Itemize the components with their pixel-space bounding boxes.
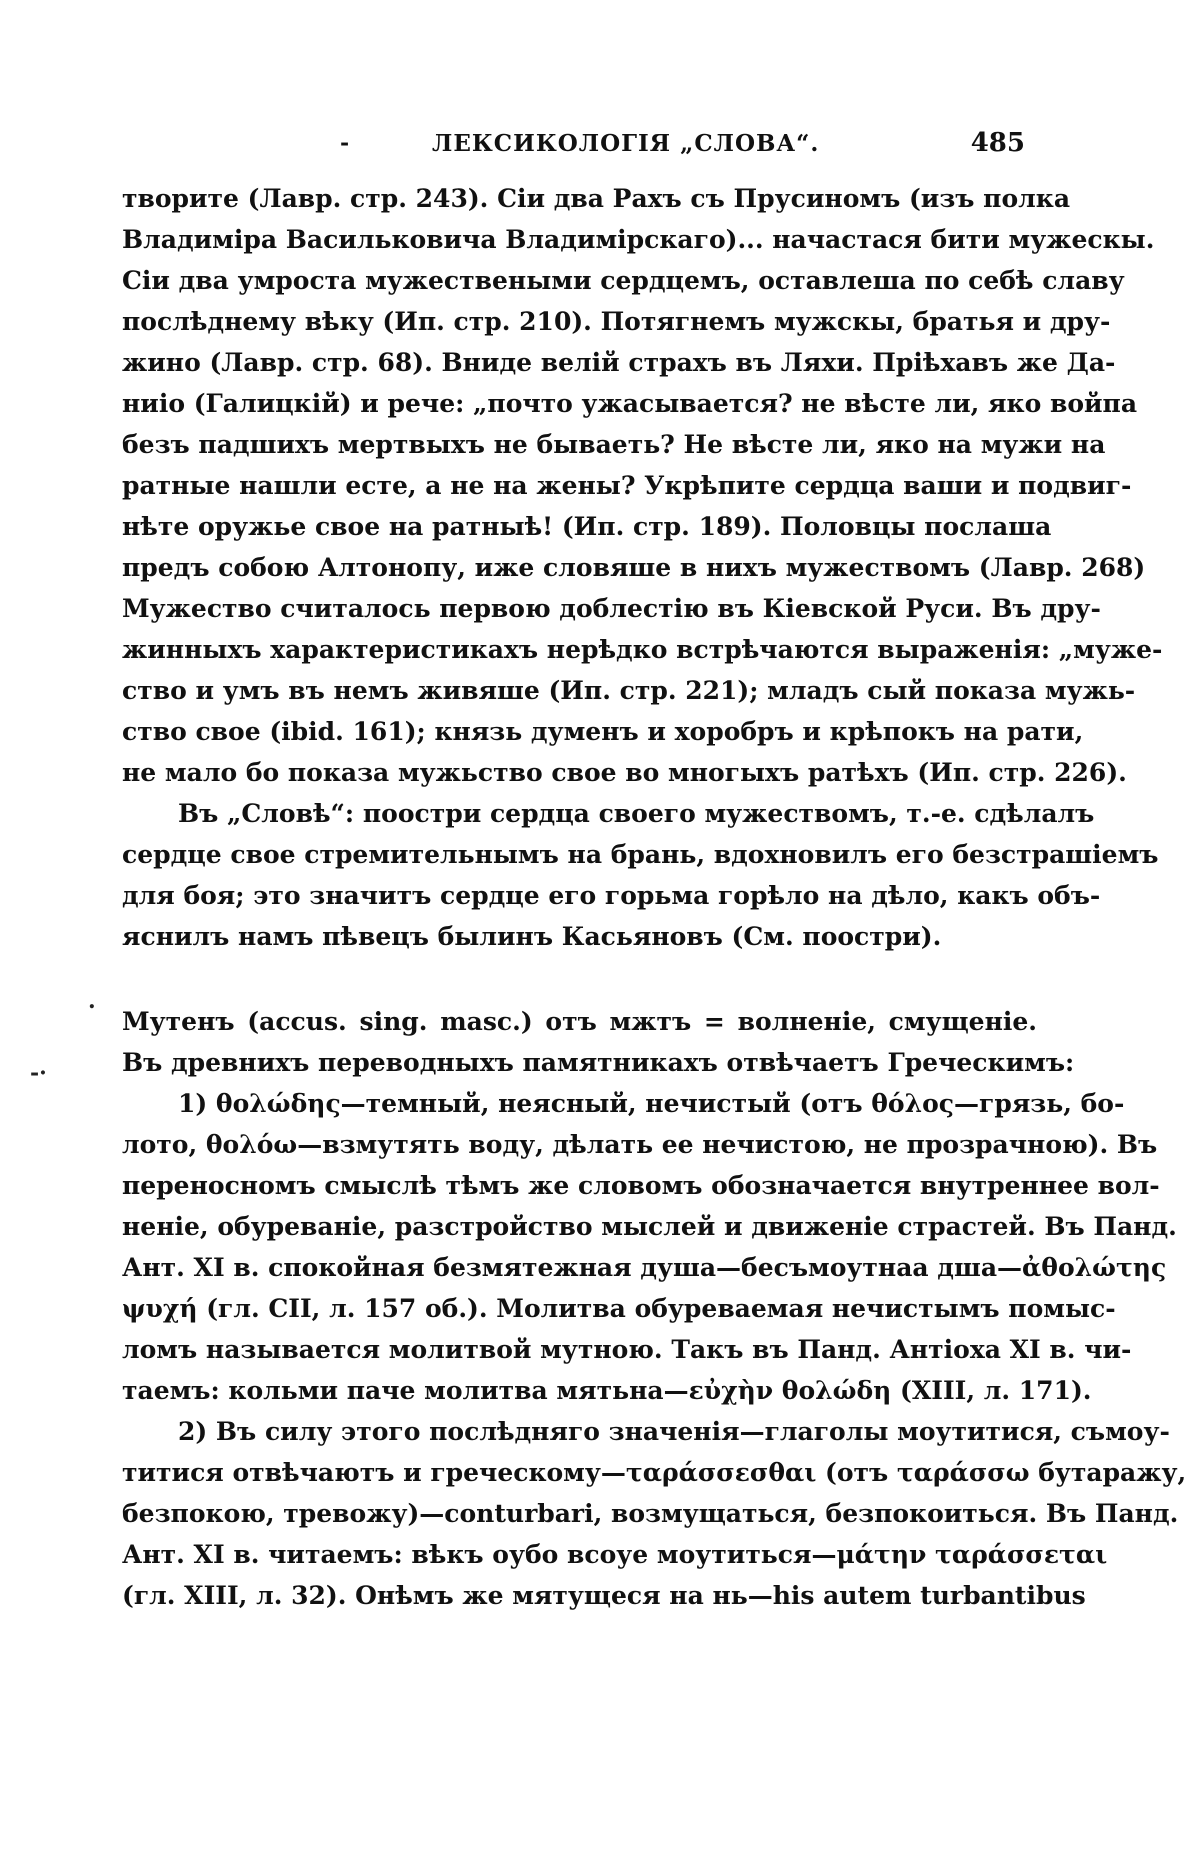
paragraph-courage-examples (122, 178, 1163, 793)
text-line: Сіи два умроста мужествеными сердцемъ, оставлеша по себѣ славу (122, 266, 1125, 295)
text-line: ψυχή (гл. CII, л. 157 об.). Молитва обуреваемая нечистымъ помыс- (122, 1294, 1116, 1323)
entry-heading-line: Мутенъ (accus. sing. masc.) отъ мжтъ = волненіе, смущеніе. (122, 1007, 1037, 1036)
text-line: лото, θολόω—взмутять воду, дѣлать ее нечистою, не прозрачною). Въ (122, 1130, 1158, 1159)
header-dash: - (340, 130, 350, 156)
text-line: жино (Лавр. стр. 68). Вниде велій страхъ въ Ляхи. Пріѣхавъ же Да- (122, 348, 1116, 377)
text-line: сердце свое стремительнымъ на брань, вдохновилъ его безстрашіемъ (122, 840, 1159, 869)
running-head: ЛЕКСИКОЛОГІЯ „СЛОВА“. (432, 130, 820, 157)
text-line: Въ „Словѣ“: поостри сердца своего мужествомъ, т.-е. сдѣлалъ (178, 799, 1095, 828)
entry-muten (122, 1001, 1177, 1411)
text-line: ство и умъ въ немъ живяше (Ип. стр. 221); младъ сый показа мужь- (122, 676, 1136, 705)
text-line: ство свое (ibid. 161); князь думенъ и хоробръ и крѣпокъ на рати, (122, 717, 1084, 746)
text-line: Владиміра Васильковича Владимірскаго)... начастася бити мужескы. (122, 225, 1155, 254)
text-line: Въ древнихъ переводныхъ памятникахъ отвѣчаетъ Греческимъ: (122, 1048, 1075, 1077)
text-line: творите (Лавр. стр. 243). Сіи два Рахъ съ Прусиномъ (изъ полка (122, 184, 1071, 213)
text-line: 2) Въ силу этого послѣдняго значенія—глаголы моутитися, съмоу- (178, 1417, 1170, 1446)
text-line: переносномъ смыслѣ тѣмъ же словомъ обозначается внутреннее вол- (122, 1171, 1160, 1200)
text-line: яснилъ намъ пѣвецъ былинъ Касьяновъ (См. поостри). (122, 922, 942, 951)
text-line: не мало бо показа мужьство свое во многыхъ ратѣхъ (Ип. стр. 226). (122, 758, 1127, 787)
text-line: безпокою, тревожу)—conturbari, возмущаться, безпокоиться. Въ Панд. (122, 1499, 1179, 1528)
text-line: неніе, обуреваніе, разстройство мыслей и движеніе страстей. Въ Панд. (122, 1212, 1177, 1241)
text-line: нѣте оружье свое на ратныѣ! (Ип. стр. 189). Половцы послаша (122, 512, 1052, 541)
text-line: ломъ называется молитвой мутною. Такъ въ Панд. Антіоха XI в. чи- (122, 1335, 1132, 1364)
text-line: безъ падшихъ мертвыхъ не бываеть? Не вѣсте ли, яко на мужи на (122, 430, 1106, 459)
text-line: ниіо (Галицкій) и рече: „почто ужасывается? не вѣсте ли, яко войпа (122, 389, 1138, 418)
text-line: послѣднему вѣку (Ип. стр. 210). Потягнемъ мужскы, братья и дру- (122, 307, 1111, 336)
text-line: 1) θολώδης—темный, неясный, нечистый (отъ θόλος—грязь, бо- (178, 1089, 1125, 1118)
section-gap (122, 957, 1037, 1001)
margin-mark-dash: -· (30, 1060, 47, 1086)
text-line: титися отвѣчаютъ и греческому—ταράσσεσθαι (отъ ταράσσω бутаражу, (122, 1458, 1186, 1487)
paragraph-slovo (122, 793, 1159, 957)
text-line: Ант. XI в. спокойная безмятежная душа—бесъмоутнаа дша—ἀθολώτης (122, 1253, 1167, 1282)
page-number: 485 (970, 128, 1025, 158)
text-line: (гл. XIII, л. 32). Онѣмъ же мятущеся на нь—his autem turbantibus (122, 1581, 1086, 1610)
text-line: жинныхъ характеристикахъ нерѣдко встрѣчаются выраженія: „муже- (122, 635, 1163, 664)
text-line: ратные нашли есте, а не на жены? Укрѣпите сердца ваши и подвиг- (122, 471, 1132, 500)
body-text (122, 178, 1186, 1616)
text-line: таемъ: кольми паче молитва мятьна—εὐχὴν θολώδη (XIII, л. 171). (122, 1376, 1092, 1405)
paragraph-meaning-two (122, 1411, 1186, 1616)
text-line: предъ собою Алтонопу, иже словяше в нихъ мужествомъ (Лавр. 268) (122, 553, 1146, 582)
text-line: Ант. XI в. читаемъ: вѣкъ оубо всоуе моутиться—μάτην ταράσσεται (122, 1540, 1108, 1569)
text-line: для боя; это значитъ сердце его горьма горѣло на дѣло, какъ объ- (122, 881, 1101, 910)
text-line: Мужество считалось первою доблестію въ Кіевской Руси. Въ дру- (122, 594, 1101, 623)
margin-mark-dot: . (88, 988, 96, 1014)
page-header (122, 128, 1037, 162)
